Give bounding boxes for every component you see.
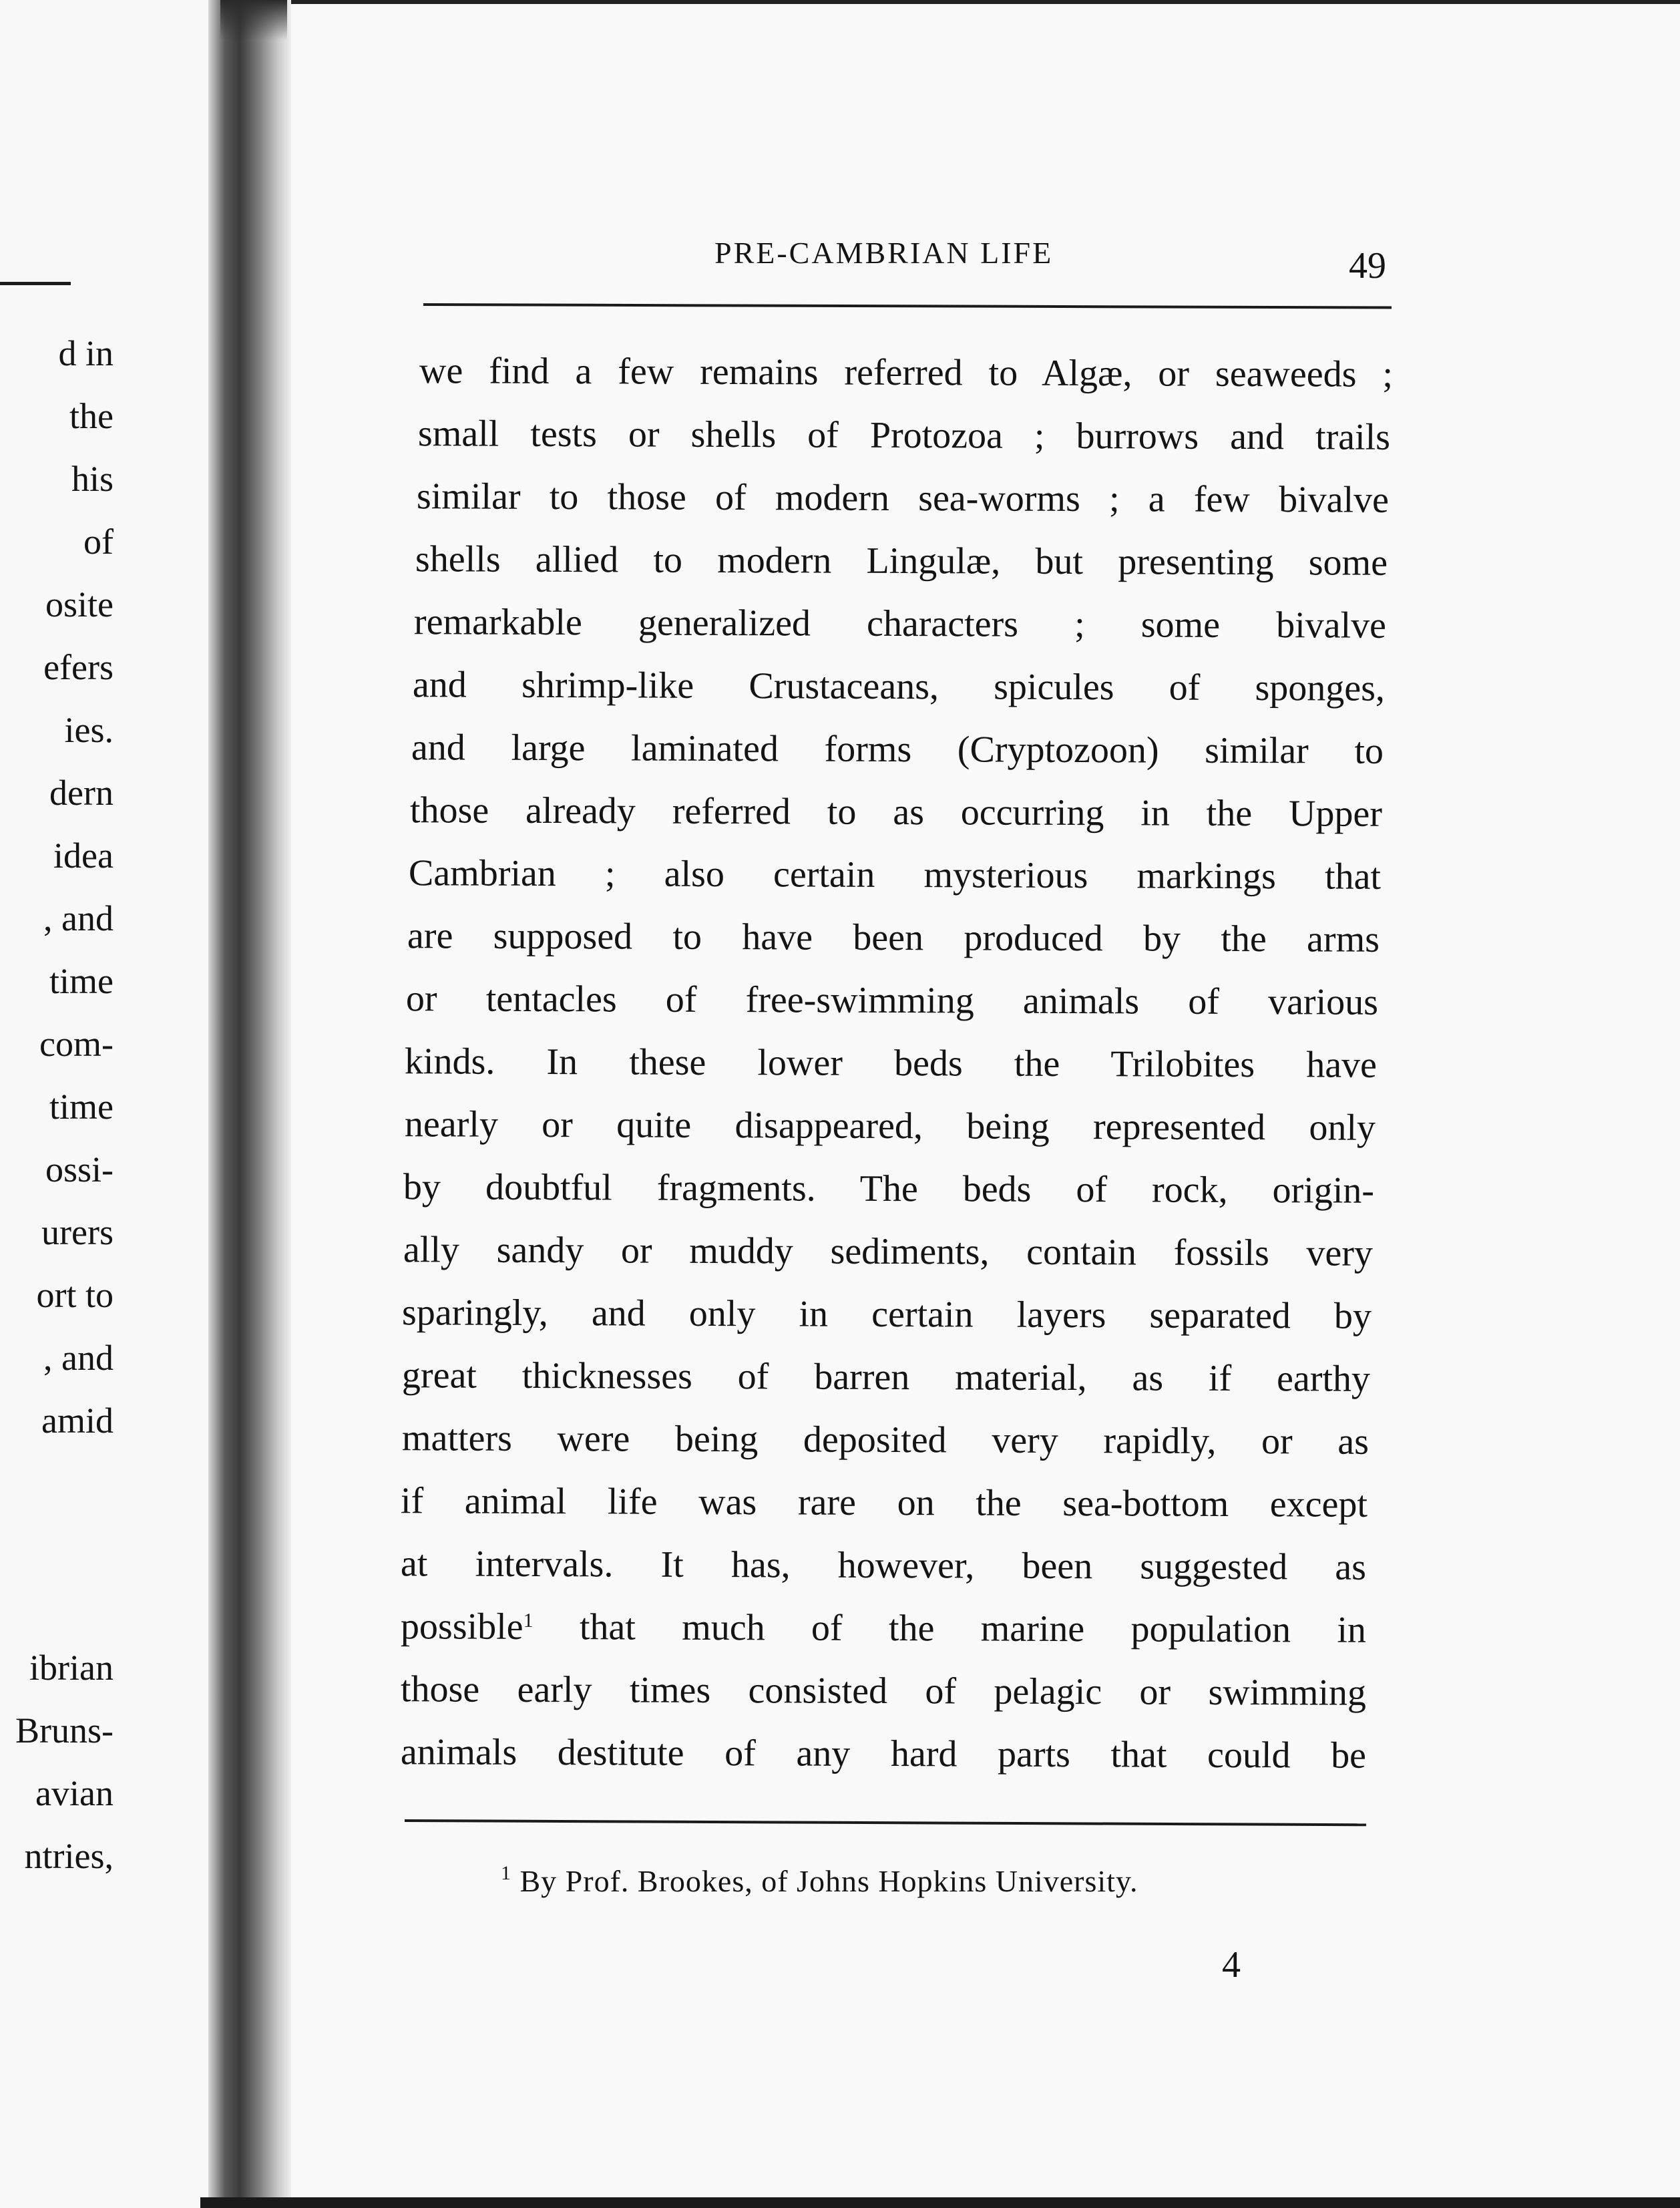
body-line: and shrimp-like Crustaceans, spicules of sponges, xyxy=(412,664,1386,709)
left-line-fragment: amid xyxy=(41,1401,114,1441)
body-line: great thicknesses of barren material, as if earthy xyxy=(401,1354,1371,1400)
body-line: and large laminated forms (Cryptozoon) similar to xyxy=(411,727,1384,772)
body-line: if animal life was rare on the sea-bottom except xyxy=(400,1480,1368,1525)
footnote-marker: 1 xyxy=(523,1609,534,1632)
left-line-fragment: ntries, xyxy=(24,1836,114,1876)
left-line-fragment: of xyxy=(83,522,114,562)
footnote-text: By Prof. Brookes, of Johns Hopkins University. xyxy=(511,1864,1138,1898)
body-line: sparingly, and only in certain layers separated by xyxy=(401,1292,1372,1337)
body-line: similar to those of modern sea-worms ; a few bivalve xyxy=(416,476,1390,521)
body-line: shells allied to modern Lingulæ, but presenting some xyxy=(415,538,1388,584)
left-line-fragment: com- xyxy=(39,1024,114,1064)
body-line: matters were being deposited very rapidly, or as xyxy=(401,1417,1370,1463)
body-line: kinds. In these lower beds the Trilobites have xyxy=(404,1041,1378,1086)
left-line-fragment: idea xyxy=(53,836,114,876)
body-line: Cambrian ; also certain mysterious markings that xyxy=(408,852,1382,898)
body-line: small tests or shells of Protozoa ; burrows and trails xyxy=(417,413,1391,458)
body-line: are supposed to have been produced by the arms xyxy=(407,915,1380,960)
left-line-fragment: , and xyxy=(43,898,114,938)
left-line-fragment: avian xyxy=(35,1773,114,1813)
body-line: remarkable generalized characters ; some bivalve xyxy=(413,601,1387,647)
footnote xyxy=(501,1862,1138,1899)
left-line-fragment: , and xyxy=(43,1338,114,1378)
left-line-fragment: ies. xyxy=(64,710,114,750)
page-bottom-edge xyxy=(200,2197,1680,2208)
body-text: that much of the marine population in xyxy=(533,1606,1367,1651)
left-line-fragment: Bruns- xyxy=(15,1710,114,1751)
left-page-rule xyxy=(0,282,71,285)
left-line-fragment: urers xyxy=(41,1212,114,1252)
left-line-fragment: osite xyxy=(45,584,114,624)
left-line-fragment: time xyxy=(49,961,114,1001)
page-top-edge xyxy=(291,0,1680,4)
left-line-fragment: his xyxy=(71,459,114,499)
signature-mark: 4 xyxy=(1222,1944,1241,1986)
left-line-fragment: ort to xyxy=(36,1275,114,1315)
running-head: PRE-CAMBRIAN LIFE xyxy=(714,236,1054,270)
gutter-top-shadow xyxy=(220,0,287,40)
footnote-marker: 1 xyxy=(501,1862,511,1884)
body-line: nearly or quite disappeared, being represented only xyxy=(404,1103,1376,1149)
left-line-fragment: time xyxy=(49,1087,114,1127)
body-line: at intervals. It has, however, been suggested as xyxy=(400,1543,1367,1588)
left-line-fragment: dern xyxy=(49,773,114,813)
left-facing-page xyxy=(0,0,212,2208)
body-line: by doubtful fragments. The beds of rock, origin- xyxy=(403,1166,1375,1212)
body-line: or tentacles of free-swimming animals of various xyxy=(405,978,1379,1023)
left-line-fragment: efers xyxy=(43,647,114,687)
body-line: those early times consisted of pelagic or swimming xyxy=(400,1668,1367,1714)
book-gutter-shadow xyxy=(208,0,291,2208)
body-line: ally sandy or muddy sediments, contain fossils very xyxy=(403,1229,1374,1274)
left-line-fragment: ossi- xyxy=(45,1149,114,1189)
body-line: those already referred to as occurring in the Upper xyxy=(409,789,1383,835)
left-line-fragment: the xyxy=(69,396,114,436)
left-line-fragment: ibrian xyxy=(29,1648,114,1688)
page-number: 49 xyxy=(1349,245,1386,287)
body-line: we find a few remains referred to Algæ, or seaweeds ; xyxy=(419,350,1394,395)
body-text: possible xyxy=(400,1606,523,1648)
body-line xyxy=(401,1608,1366,1649)
left-line-fragment: d in xyxy=(58,333,114,373)
body-line: animals destitute of any hard parts that could be xyxy=(400,1731,1367,1777)
